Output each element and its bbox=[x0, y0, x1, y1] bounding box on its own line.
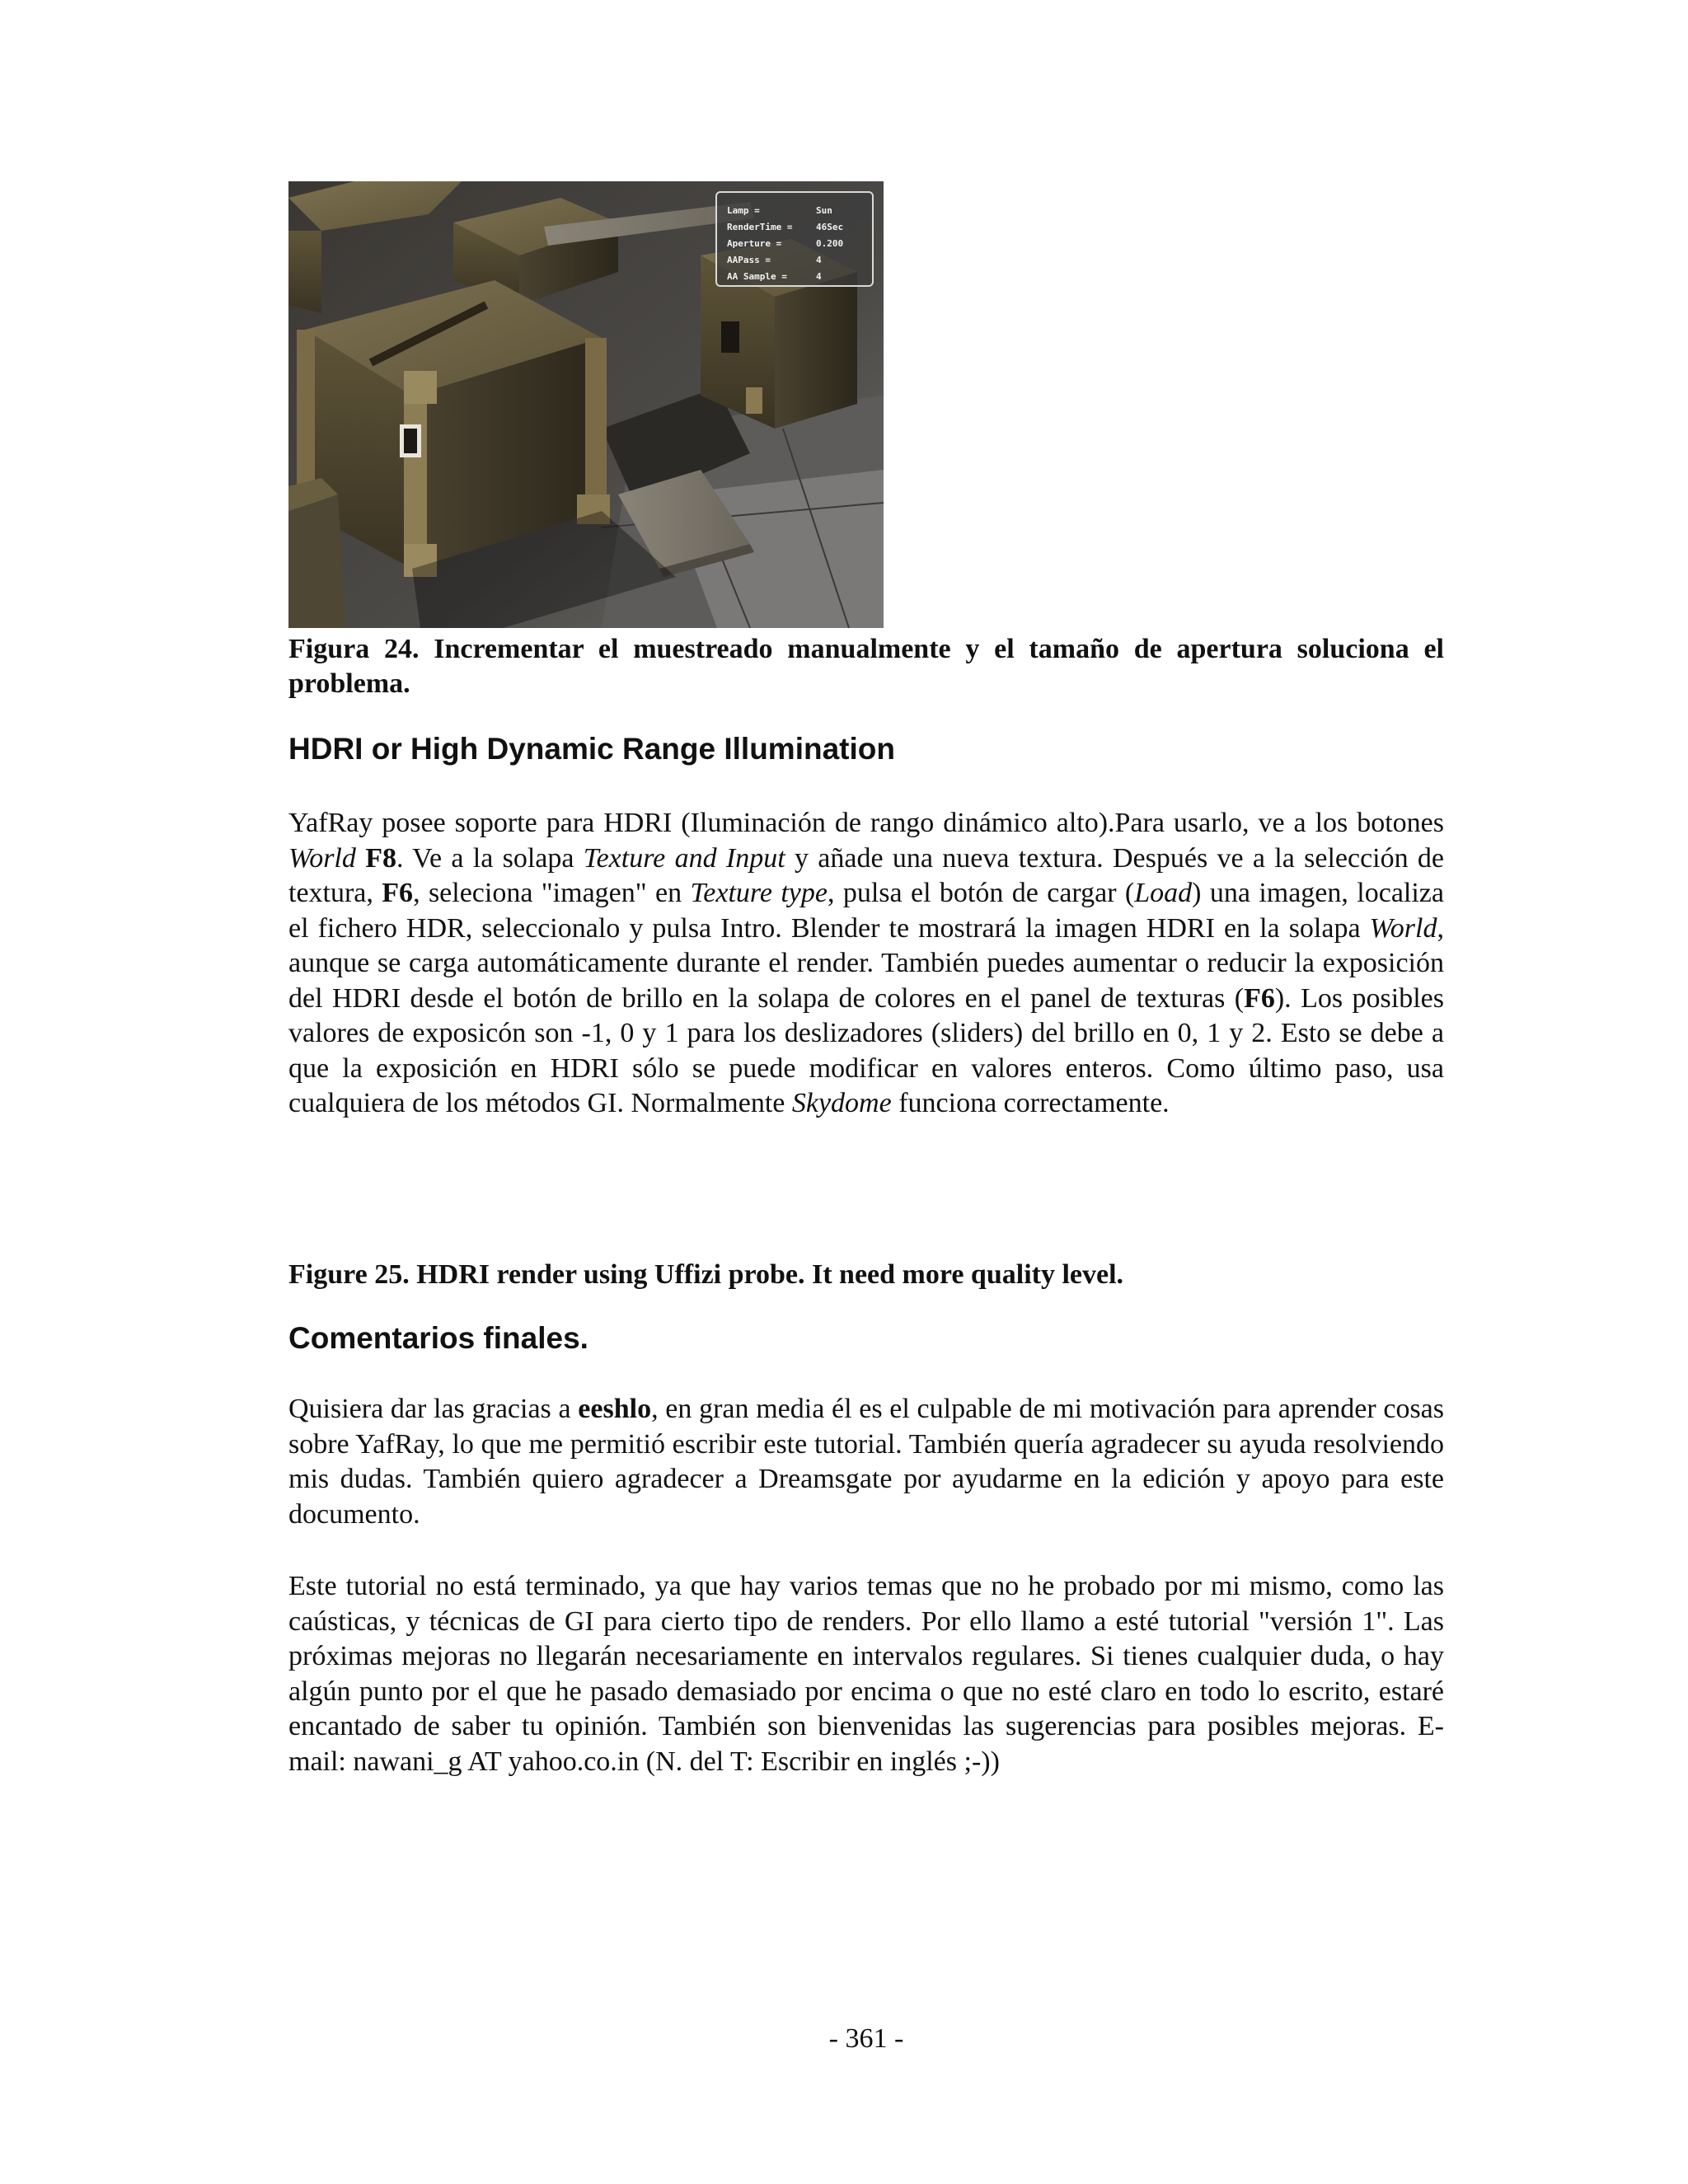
text-run: funciona correctamente. bbox=[891, 1088, 1170, 1118]
render-info-key: AA Sample = bbox=[727, 271, 787, 282]
contributor-name: eeshlo bbox=[578, 1394, 652, 1424]
ui-term-texture-type: Texture type bbox=[690, 878, 828, 908]
ui-term-world: World bbox=[1369, 912, 1437, 944]
render-settings-overlay bbox=[715, 191, 874, 287]
ui-term-skydome: Skydome bbox=[791, 1088, 892, 1118]
figure-24-caption: Figura 24. Incrementar el muestreado manualmente y el tamaño de apertura soluciona el problema. bbox=[288, 634, 1444, 699]
render-info-value: 46Sec bbox=[816, 222, 844, 232]
render-info-value: 4 bbox=[816, 255, 822, 265]
thanks-paragraph bbox=[288, 1392, 1444, 1532]
text-run: , pulsa el botón de cargar ( bbox=[827, 878, 1135, 908]
render-info-key: Aperture = bbox=[727, 238, 782, 249]
render-info-key: RenderTime = bbox=[727, 222, 793, 232]
section-heading-hdri: HDRI or High Dynamic Range Illumination bbox=[288, 732, 895, 766]
key-f8: F8 bbox=[365, 842, 396, 874]
figure-25-caption: Figure 25. HDRI render using Uffizi probe. It need more quality level. bbox=[288, 1259, 1124, 1290]
render-info-value: Sun bbox=[816, 205, 832, 216]
render-image-crates bbox=[288, 181, 884, 628]
text-run: Quisiera dar las gracias a bbox=[288, 1394, 579, 1424]
text-run: . Ve a la solapa bbox=[396, 842, 584, 874]
ui-term-texture-and-input: Texture and Input bbox=[583, 842, 785, 874]
render-info-row-rendertime bbox=[727, 219, 872, 236]
text-run: y añade una nueva textura. Después ve a la selección de textura, bbox=[288, 842, 1445, 908]
text-run: YafRay posee soporte para HDRI (Iluminación de rango dinámico alto).Para usarlo, ve a los botones bbox=[288, 808, 1444, 838]
render-info-row-aasample bbox=[727, 269, 872, 285]
render-info-key: Lamp = bbox=[727, 205, 760, 216]
render-info-value: 0.200 bbox=[816, 238, 844, 249]
render-info-key: AAPass = bbox=[727, 255, 771, 265]
hdri-paragraph bbox=[288, 806, 1444, 1122]
key-f6: F6 bbox=[382, 878, 414, 908]
page-number: - 361 - bbox=[828, 2023, 904, 2054]
text-run bbox=[356, 843, 365, 874]
render-info-row-lamp bbox=[727, 203, 872, 219]
text-run: , seleciona "imagen" en bbox=[413, 878, 691, 908]
text-run: , en gran media él es el culpable de mi motivación para aprender cosas sobre YafRay, lo que me permitió escribir este tutorial. También quería agradecer su ayuda resolviendo mis dudas. También quiero agradecer a Dreamsgate por ayudarme en la edición y apoyo para este documento. bbox=[288, 1394, 1444, 1530]
document-page bbox=[288, 0, 1444, 2184]
render-info-row-aapass bbox=[727, 252, 872, 269]
text-run: ) una imagen, localiza el fichero HDR, seleccionalo y pulsa Intro. Blender te mostrará la imagen HDRI en la solapa bbox=[288, 878, 1444, 944]
tutorial-status-paragraph: Este tutorial no está terminado, ya que hay varios temas que no he probado por mi mismo, como las caústicas, y técnicas de GI para cierto tipo de renders. Por ello llamo a esté tutorial "versión 1". Las próximas mejoras no llegarán necesariamente en intervalos regulares. Si tienes cualquier duda, o hay algún punto por el que he pasado demasiado por encima o que no esté claro en todo lo escrito, estaré encantado de saber tu opinión. También son bienvenidas las sugerencias para posibles mejoras. E-mail: nawani_g AT yahoo.co.in (N. del T: Escribir en inglés ;-)) bbox=[288, 1571, 1444, 1777]
text-run: ). Los posibles valores de exposicón son -1, 0 y 1 para los deslizadores (sliders) del brillo en 0, 1 y 2. Esto se debe a que la exposición en HDRI sólo se puede modificar en valores enteros. Como último paso, usa cualquiera de los métodos GI. Normalmente bbox=[288, 982, 1444, 1118]
render-info-value: 4 bbox=[816, 271, 822, 282]
text-run: , aunque se carga automáticamente durante el render. También puedes aumentar o reducir la exposición del HDRI desde el botón de brillo en la solapa de colores en el panel de texturas ( bbox=[288, 912, 1444, 1014]
ui-term-load: Load bbox=[1134, 878, 1193, 908]
key-f6: F6 bbox=[1244, 982, 1275, 1014]
ui-term-world: World bbox=[288, 842, 356, 874]
section-heading-final-comments: Comentarios finales. bbox=[288, 1321, 588, 1355]
render-info-row-aperture bbox=[727, 236, 872, 252]
